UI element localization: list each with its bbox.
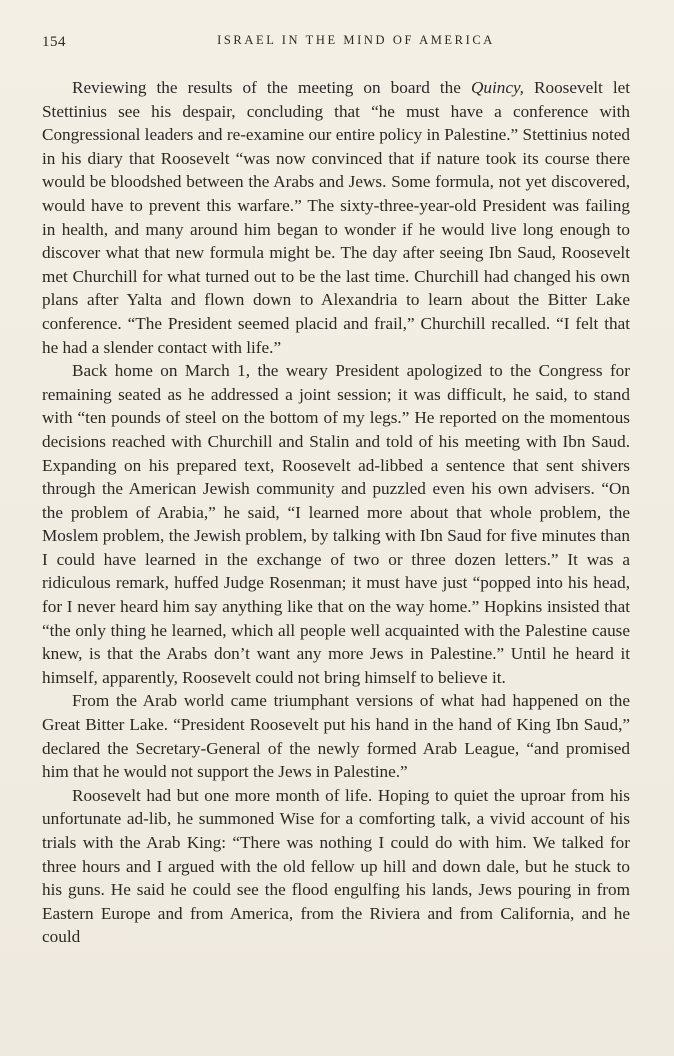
- paragraph-3: From the Arab world came triumphant versions of what had happened on the Great Bitter Lake. “President Roosevelt put his hand in the hand of King Ibn Saud,” declared the Secretary-General of the newly formed Arab League, “and promised him that he would not support the Jews in Palestine.”: [42, 691, 630, 782]
- paragraph-1-text-start: Reviewing the results of the meeting on board the: [72, 78, 471, 97]
- body-text: [42, 76, 630, 949]
- paragraph-1-text-end: Roosevelt let Stettinius see his despair, concluding that “he must have a conference with Congressional leaders and re-examine our entire policy in Palestine.” Stettinius noted in his diary that Roosevelt “was now convinced that if nature took its course there would be bloodshed between the Arabs and Jews. Some formula, not yet discovered, would have to prevent this warfare.” The sixty-three-year-old President was failing in health, and many around him began to wonder if he would live long enough to discover what that new formula might be. The day after seeing Ibn Saud, Roosevelt met Churchill for what turned out to be the last time. Churchill had changed his own plans after Yalta and flown down to Alexandria to learn about the Bitter Lake conference. “The President seemed placid and frail,” Churchill recalled. “I felt that he had a slender contact with life.”: [42, 78, 630, 357]
- running-header: [42, 30, 630, 54]
- paragraph-4: Roosevelt had but one more month of life. Hoping to quiet the uproar from his unfortunate ad-lib, he summoned Wise for a comforting talk, a vivid account of his trials with the Arab King: “There was nothing I could do with him. We talked for three hours and I argued with the old fellow up hill and down dale, but he stuck to his guns. He said he could see the flood engulfing his lands, Jews pouring in from Eastern Europe and from America, from the Riviera and from California, and he could: [42, 785, 630, 947]
- paragraph-1: [42, 76, 630, 359]
- page-number: 154: [42, 34, 66, 50]
- running-title: ISRAEL IN THE MIND OF AMERICA: [217, 33, 495, 47]
- paragraph-2: Back home on March 1, the weary President apologized to the Congress for remaining seated as he addressed a joint session; it was difficult, he said, to stand with “ten pounds of steel on the bottom of my legs.” He reported on the momentous decisions reached with Churchill and Stalin and told of his meeting with Ibn Saud. Expanding on his prepared text, Roosevelt ad-libbed a sentence that sent shivers through the American Jewish community and puzzled even his own advisers. “On the problem of Arabia,” he said, “I learned more about that whole problem, the Moslem problem, the Jewish problem, by talking with Ibn Saud for five minutes than I could have learned in the exchange of two or three dozen letters.” It was a ridiculous remark, huffed Judge Rosenman; it must have just “popped into his head, for I never heard him say anything like that on the way home.” Hopkins insisted that “the only thing he learned, which all people well acquainted with the Palestine cause knew, is that the Arabs don’t want any more Jews in Palestine.” Until he heard it himself, apparently, Roosevelt could not bring himself to believe it.: [42, 361, 630, 687]
- ship-name-italic: Quincy,: [470, 78, 524, 97]
